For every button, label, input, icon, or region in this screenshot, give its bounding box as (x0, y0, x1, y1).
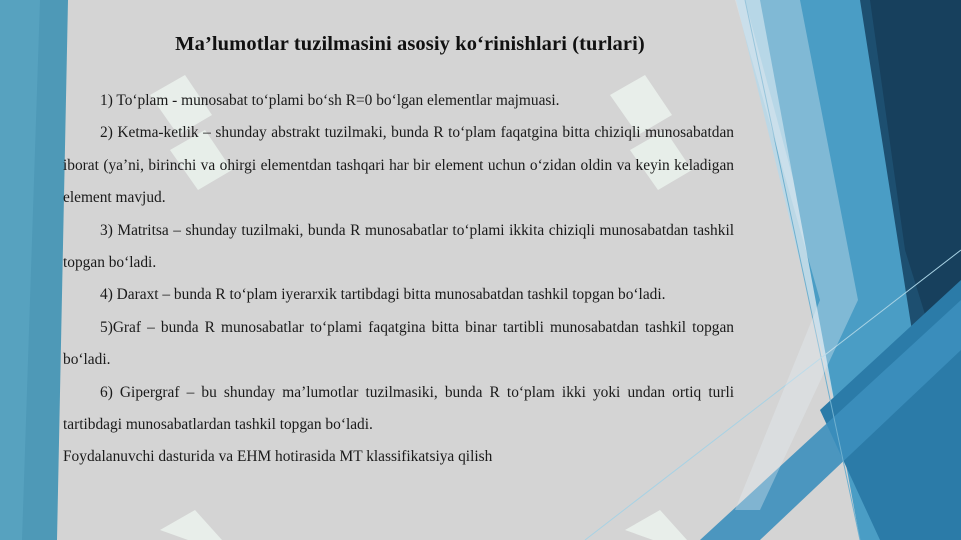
paragraph-sequence: 2) Ketma-ketlik – shunday abstrakt tuzilmaki, bunda R to‘plam faqatgina bitta chiziqli munosabatdan iborat (ya’ni, birinchi va ohirgi elementdan tashqari har bir element uchun o‘zidan oldin va keyin keladigan element mavjud. (63, 124, 734, 207)
slide-title: Ma’lumotlar tuzilmasini asosiy ko‘rinishlari (turlari) (175, 33, 645, 55)
watermark-mark-bottom-right (625, 510, 687, 540)
paragraph-graph: 5)Graf – bunda R munosabatlar to‘plami faqatgina bitta binar tartibli munosabatdan tashkil topgan bo‘ladi. (63, 318, 734, 369)
paragraph-classification: Foydalanuvchi dasturida va EHM hotirasida MT klassifikatsiya qilish (63, 448, 493, 466)
paragraph-set: 1) To‘plam - munosabat to‘plami bo‘sh R=0 bo‘lgan elementlar majmuasi. (100, 92, 560, 109)
paragraph-tree: 4) Daraxt – bunda R to‘plam iyerarxik tartibdagi bitta munosabatdan tashkil topgan bo‘ladi. (100, 286, 666, 304)
paragraph-hypergraph: 6) Gipergraf – bu shunday ma’lumotlar tuzilmasiki, bunda R to‘plam ikki yoki undan ortiq turli tartibdagi munosabatlardan tashkil topgan bo‘ladi. (63, 383, 734, 434)
watermark-mark-bottom-left (160, 510, 222, 540)
paragraph-matrix: 3) Matritsa – shunday tuzilmaki, bunda R munosabatlar to‘plami ikkita chiziqli munosabatdan tashkil topgan bo‘ladi. (63, 221, 734, 272)
slide-body (63, 85, 734, 474)
